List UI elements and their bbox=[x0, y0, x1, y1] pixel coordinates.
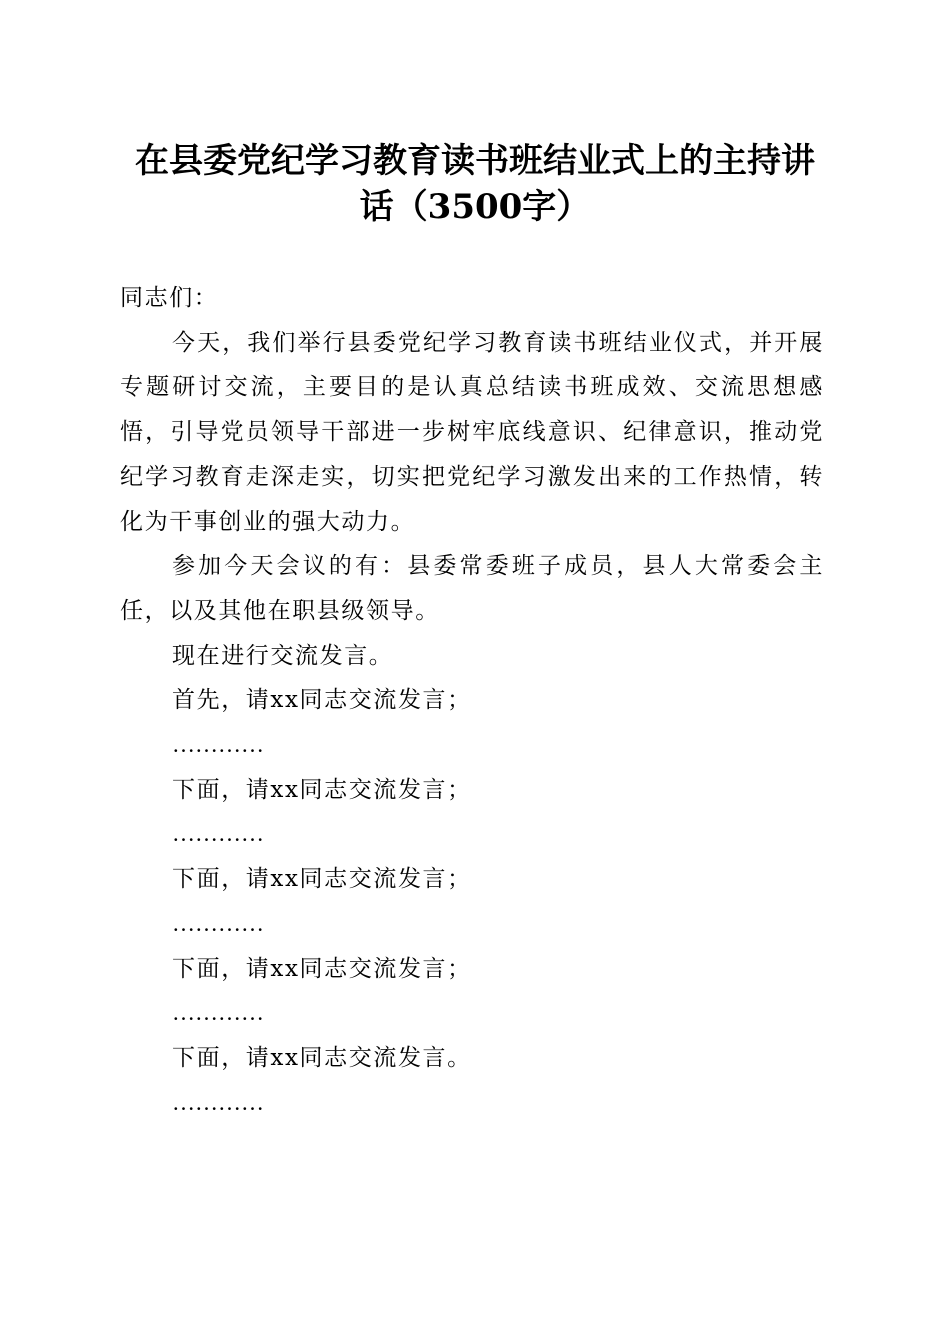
document-title bbox=[110, 138, 840, 230]
speaker-ellipsis: ………… bbox=[172, 821, 264, 847]
speaker-line: 首先，请xx同志交流发言； bbox=[172, 687, 472, 714]
speaker-line: 下面，请xx同志交流发言； bbox=[172, 955, 472, 982]
speaker-line: 下面，请xx同志交流发言； bbox=[172, 866, 472, 893]
salutation: 同志们： bbox=[120, 285, 219, 311]
speaker-ellipsis: ………… bbox=[172, 910, 264, 936]
paragraph-opening: 今天，我们举行县委党纪学习教育读书班结业仪式，并开展专题研讨交流，主要目的是认真总结读书班成效、交流思想感悟，引导党员领导干部进一步树牢底线意识、纪律意识，推动党纪学习教育走深走实，切实把党纪学习激发出来的工作热情，转化为干事创业的强大动力。 bbox=[120, 329, 824, 535]
paragraph-begin-exchange: 现在进行交流发言。 bbox=[172, 642, 394, 669]
document-body bbox=[120, 276, 824, 1125]
title-line-2: 话（3500字） bbox=[359, 187, 591, 227]
speaker-ellipsis: ………… bbox=[172, 1000, 264, 1026]
speaker-line: 下面，请xx同志交流发言； bbox=[172, 776, 472, 803]
title-line-1: 在县委党纪学习教育读书班结业式上的主持讲 bbox=[135, 141, 815, 181]
speaker-line: 下面，请xx同志交流发言。 bbox=[172, 1044, 472, 1071]
paragraph-attendees: 参加今天会议的有：县委常委班子成员，县人大常委会主任，以及其他在职县级领导。 bbox=[120, 553, 824, 624]
speaker-ellipsis: ………… bbox=[172, 1089, 264, 1115]
speaker-ellipsis: ………… bbox=[172, 732, 264, 758]
